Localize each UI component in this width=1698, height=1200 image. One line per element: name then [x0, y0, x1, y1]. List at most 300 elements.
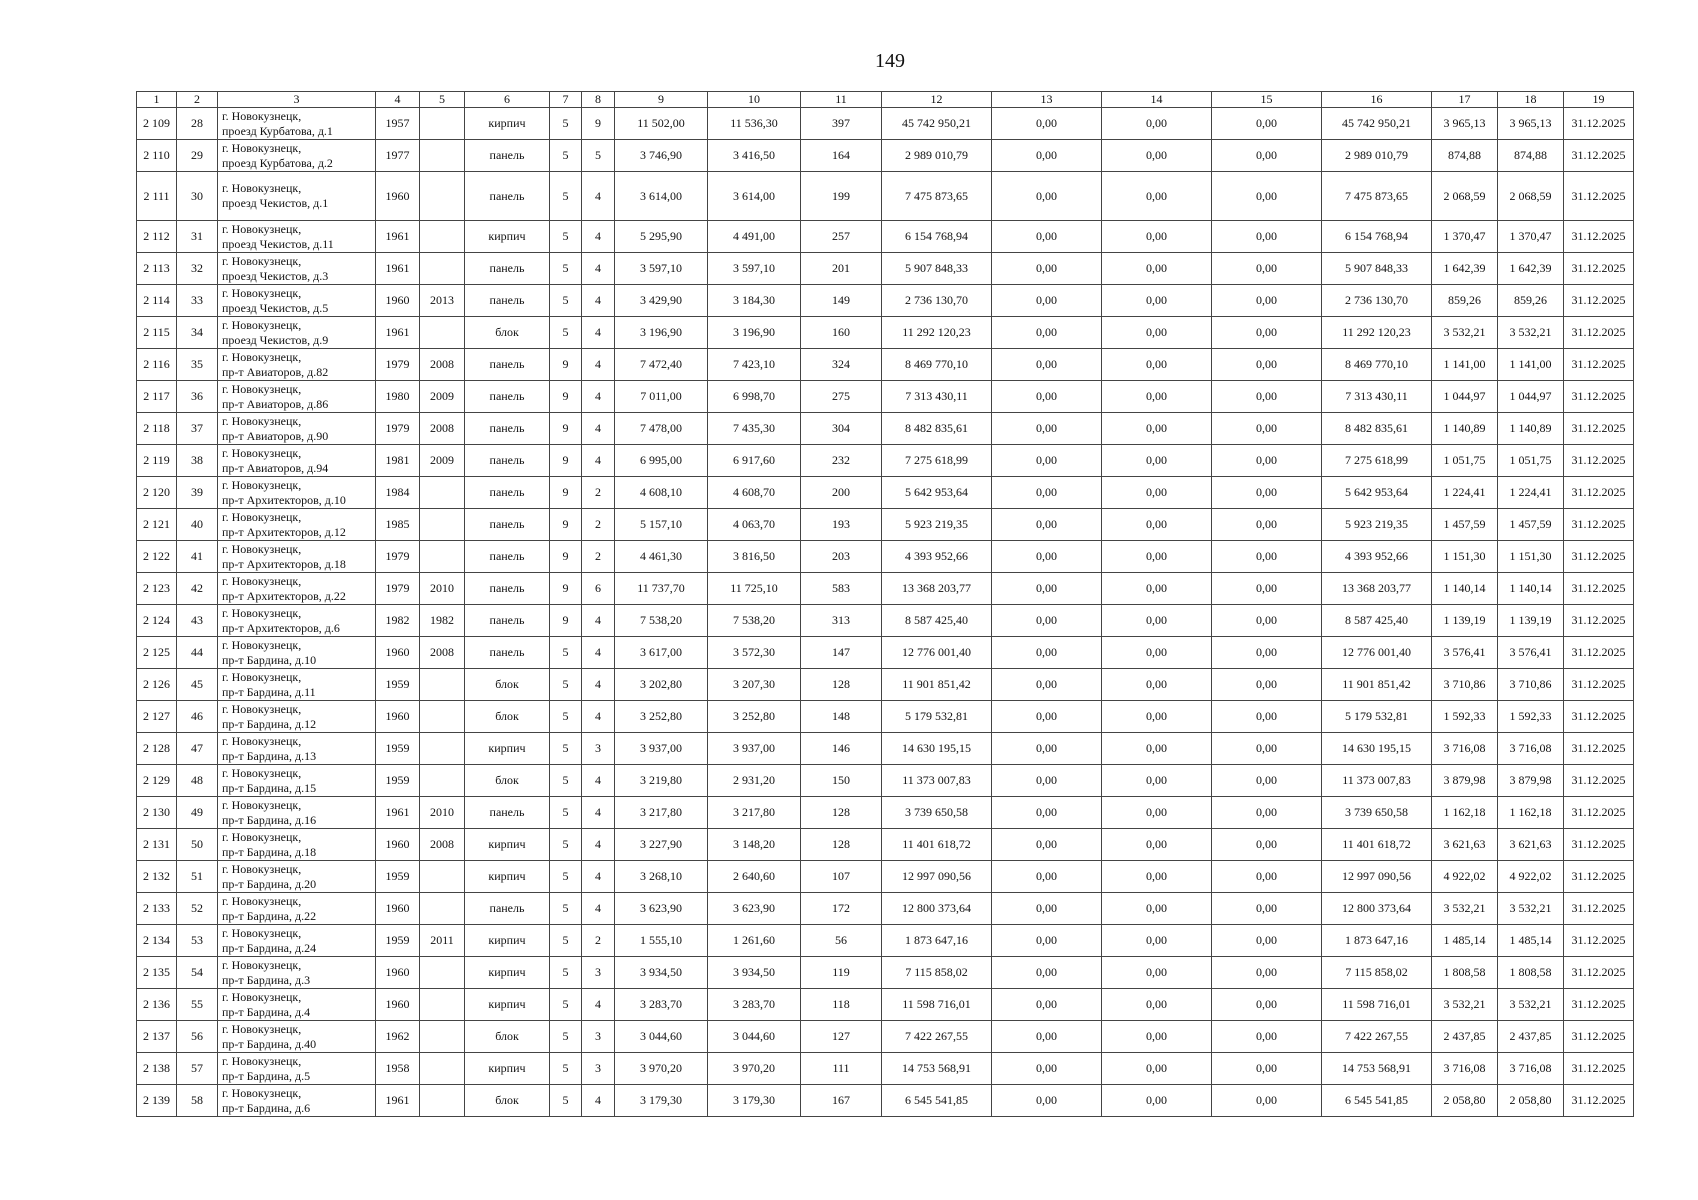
cell-c17: 3 576,41 — [1432, 637, 1498, 669]
cell-c2: 31 — [177, 221, 218, 253]
address-city: г. Новокузнецк, — [222, 140, 302, 155]
cell-c16: 13 368 203,77 — [1322, 573, 1432, 605]
column-header: 7 — [550, 92, 582, 108]
cell-c16: 14 753 568,91 — [1322, 1053, 1432, 1085]
cell-c2: 48 — [177, 765, 218, 797]
cell-c17: 1 151,30 — [1432, 541, 1498, 573]
address-cell — [218, 765, 376, 797]
address-city: г. Новокузнецк, — [222, 1085, 302, 1100]
cell-c8: 9 — [582, 108, 615, 140]
cell-c10: 3 970,20 — [708, 1053, 801, 1085]
cell-c16: 5 923 219,35 — [1322, 509, 1432, 541]
cell-c8: 4 — [582, 1085, 615, 1117]
cell-c8: 5 — [582, 140, 615, 172]
address-cell — [218, 285, 376, 317]
cell-c15: 0,00 — [1212, 989, 1322, 1021]
cell-c10: 3 614,00 — [708, 172, 801, 221]
address-city: г. Новокузнецк, — [222, 573, 302, 588]
cell-c10: 3 044,60 — [708, 1021, 801, 1053]
cell-c11: 164 — [801, 140, 882, 172]
cell-c7: 5 — [550, 925, 582, 957]
address-city: г. Новокузнецк, — [222, 445, 302, 460]
cell-c5 — [420, 541, 465, 573]
column-header: 17 — [1432, 92, 1498, 108]
table-row — [137, 541, 1634, 573]
cell-c7: 5 — [550, 733, 582, 765]
cell-c1: 2 133 — [137, 893, 177, 925]
cell-c9: 3 179,30 — [615, 1085, 708, 1117]
column-header: 2 — [177, 92, 218, 108]
cell-c8: 4 — [582, 349, 615, 381]
cell-c15: 0,00 — [1212, 285, 1322, 317]
cell-c11: 199 — [801, 172, 882, 221]
cell-c16: 12 997 090,56 — [1322, 861, 1432, 893]
cell-c13: 0,00 — [992, 477, 1102, 509]
cell-c4: 1960 — [376, 893, 420, 925]
cell-c15: 0,00 — [1212, 605, 1322, 637]
address-city: г. Новокузнецк, — [222, 1053, 302, 1068]
cell-c4: 1959 — [376, 669, 420, 701]
cell-c9: 5 157,10 — [615, 509, 708, 541]
cell-c8: 2 — [582, 925, 615, 957]
cell-c14: 0,00 — [1102, 477, 1212, 509]
cell-c11: 160 — [801, 317, 882, 349]
cell-c9: 7 011,00 — [615, 381, 708, 413]
cell-c2: 41 — [177, 541, 218, 573]
cell-c8: 3 — [582, 1053, 615, 1085]
cell-c9: 3 597,10 — [615, 253, 708, 285]
cell-c17: 1 457,59 — [1432, 509, 1498, 541]
cell-c9: 3 937,00 — [615, 733, 708, 765]
cell-c18: 1 162,18 — [1498, 797, 1564, 829]
cell-c4: 1961 — [376, 797, 420, 829]
cell-c14: 0,00 — [1102, 893, 1212, 925]
cell-c7: 5 — [550, 669, 582, 701]
cell-c12: 5 923 219,35 — [882, 509, 992, 541]
cell-c12: 7 422 267,55 — [882, 1021, 992, 1053]
cell-c15: 0,00 — [1212, 925, 1322, 957]
column-header: 8 — [582, 92, 615, 108]
cell-c12: 7 475 873,65 — [882, 172, 992, 221]
cell-c18: 1 051,75 — [1498, 445, 1564, 477]
cell-c6: панель — [465, 509, 550, 541]
cell-c19: 31.12.2025 — [1564, 1085, 1634, 1117]
cell-c10: 3 572,30 — [708, 637, 801, 669]
cell-c14: 0,00 — [1102, 381, 1212, 413]
cell-c12: 12 800 373,64 — [882, 893, 992, 925]
cell-c17: 4 922,02 — [1432, 861, 1498, 893]
cell-c9: 3 614,00 — [615, 172, 708, 221]
cell-c5: 2010 — [420, 573, 465, 605]
address-city: г. Новокузнецк, — [222, 701, 302, 716]
cell-c7: 5 — [550, 1021, 582, 1053]
cell-c16: 5 179 532,81 — [1322, 701, 1432, 733]
cell-c14: 0,00 — [1102, 541, 1212, 573]
cell-c1: 2 117 — [137, 381, 177, 413]
cell-c13: 0,00 — [992, 541, 1102, 573]
address-street: пр-т Авиаторов, д.90 — [222, 428, 329, 443]
cell-c9: 3 746,90 — [615, 140, 708, 172]
cell-c11: 167 — [801, 1085, 882, 1117]
cell-c18: 2 058,80 — [1498, 1085, 1564, 1117]
cell-c6: панель — [465, 445, 550, 477]
cell-c10: 4 491,00 — [708, 221, 801, 253]
cell-c2: 57 — [177, 1053, 218, 1085]
cell-c19: 31.12.2025 — [1564, 317, 1634, 349]
cell-c6: панель — [465, 605, 550, 637]
address-city: г. Новокузнецк, — [222, 893, 302, 908]
cell-c14: 0,00 — [1102, 172, 1212, 221]
cell-c4: 1957 — [376, 108, 420, 140]
address-street: пр-т Бардина, д.16 — [222, 812, 317, 827]
cell-c5 — [420, 509, 465, 541]
cell-c19: 31.12.2025 — [1564, 669, 1634, 701]
cell-c9: 3 283,70 — [615, 989, 708, 1021]
address-city: г. Новокузнецк, — [222, 637, 302, 652]
cell-c4: 1960 — [376, 637, 420, 669]
cell-c5 — [420, 317, 465, 349]
address-city: г. Новокузнецк, — [222, 957, 302, 972]
cell-c12: 7 275 618,99 — [882, 445, 992, 477]
cell-c18: 3 621,63 — [1498, 829, 1564, 861]
table-row — [137, 1021, 1634, 1053]
cell-c15: 0,00 — [1212, 669, 1322, 701]
cell-c8: 4 — [582, 285, 615, 317]
cell-c15: 0,00 — [1212, 221, 1322, 253]
cell-c15: 0,00 — [1212, 445, 1322, 477]
cell-c13: 0,00 — [992, 797, 1102, 829]
address-cell — [218, 477, 376, 509]
cell-c6: блок — [465, 1085, 550, 1117]
cell-c6: блок — [465, 1021, 550, 1053]
table-row — [137, 1053, 1634, 1085]
address-street: проезд Курбатова, д.1 — [222, 123, 333, 138]
address-street: пр-т Архитекторов, д.10 — [222, 492, 346, 507]
address-city: г. Новокузнецк, — [222, 477, 302, 492]
cell-c5 — [420, 733, 465, 765]
cell-c4: 1960 — [376, 957, 420, 989]
cell-c7: 5 — [550, 765, 582, 797]
table-row — [137, 637, 1634, 669]
cell-c10: 3 217,80 — [708, 797, 801, 829]
cell-c11: 148 — [801, 701, 882, 733]
cell-c19: 31.12.2025 — [1564, 861, 1634, 893]
cell-c17: 3 621,63 — [1432, 829, 1498, 861]
cell-c8: 3 — [582, 957, 615, 989]
cell-c11: 128 — [801, 829, 882, 861]
cell-c9: 6 995,00 — [615, 445, 708, 477]
cell-c18: 3 716,08 — [1498, 733, 1564, 765]
cell-c18: 4 922,02 — [1498, 861, 1564, 893]
cell-c12: 14 753 568,91 — [882, 1053, 992, 1085]
cell-c16: 4 393 952,66 — [1322, 541, 1432, 573]
cell-c12: 1 873 647,16 — [882, 925, 992, 957]
cell-c7: 5 — [550, 221, 582, 253]
cell-c7: 5 — [550, 701, 582, 733]
cell-c8: 4 — [582, 172, 615, 221]
table-row — [137, 861, 1634, 893]
address-cell — [218, 637, 376, 669]
address-cell — [218, 140, 376, 172]
cell-c16: 11 292 120,23 — [1322, 317, 1432, 349]
cell-c5 — [420, 253, 465, 285]
cell-c2: 34 — [177, 317, 218, 349]
cell-c2: 35 — [177, 349, 218, 381]
header-row — [137, 92, 1634, 108]
cell-c14: 0,00 — [1102, 445, 1212, 477]
cell-c13: 0,00 — [992, 1085, 1102, 1117]
table-row — [137, 989, 1634, 1021]
cell-c16: 7 475 873,65 — [1322, 172, 1432, 221]
address-street: проезд Чекистов, д.1 — [222, 196, 329, 210]
cell-c6: кирпич — [465, 829, 550, 861]
cell-c9: 11 737,70 — [615, 573, 708, 605]
address-street: проезд Чекистов, д.5 — [222, 300, 329, 315]
table-row — [137, 221, 1634, 253]
cell-c18: 859,26 — [1498, 285, 1564, 317]
cell-c10: 7 435,30 — [708, 413, 801, 445]
cell-c19: 31.12.2025 — [1564, 765, 1634, 797]
column-header: 4 — [376, 92, 420, 108]
cell-c2: 58 — [177, 1085, 218, 1117]
cell-c2: 39 — [177, 477, 218, 509]
cell-c1: 2 129 — [137, 765, 177, 797]
address-cell — [218, 253, 376, 285]
cell-c17: 1 485,14 — [1432, 925, 1498, 957]
cell-c13: 0,00 — [992, 893, 1102, 925]
address-city: г. Новокузнецк, — [222, 381, 302, 396]
address-street: пр-т Бардина, д.11 — [222, 684, 316, 699]
cell-c4: 1959 — [376, 733, 420, 765]
address-cell — [218, 797, 376, 829]
table-row — [137, 317, 1634, 349]
cell-c11: 313 — [801, 605, 882, 637]
table-row — [137, 285, 1634, 317]
cell-c11: 150 — [801, 765, 882, 797]
cell-c12: 2 736 130,70 — [882, 285, 992, 317]
cell-c5 — [420, 1021, 465, 1053]
cell-c12: 11 292 120,23 — [882, 317, 992, 349]
cell-c5 — [420, 172, 465, 221]
cell-c11: 128 — [801, 669, 882, 701]
cell-c1: 2 115 — [137, 317, 177, 349]
cell-c5: 2009 — [420, 381, 465, 413]
address-cell — [218, 829, 376, 861]
cell-c2: 42 — [177, 573, 218, 605]
cell-c5 — [420, 108, 465, 140]
cell-c9: 3 196,90 — [615, 317, 708, 349]
cell-c12: 11 598 716,01 — [882, 989, 992, 1021]
address-cell — [218, 957, 376, 989]
cell-c12: 5 642 953,64 — [882, 477, 992, 509]
address-street: пр-т Бардина, д.15 — [222, 780, 317, 795]
cell-c13: 0,00 — [992, 605, 1102, 637]
cell-c4: 1979 — [376, 349, 420, 381]
cell-c4: 1979 — [376, 541, 420, 573]
address-street: пр-т Бардина, д.6 — [222, 1100, 311, 1115]
cell-c2: 43 — [177, 605, 218, 637]
cell-c10: 3 934,50 — [708, 957, 801, 989]
cell-c7: 9 — [550, 445, 582, 477]
cell-c13: 0,00 — [992, 221, 1102, 253]
cell-c10: 11 725,10 — [708, 573, 801, 605]
cell-c15: 0,00 — [1212, 861, 1322, 893]
housing-registry-table — [136, 91, 1634, 1117]
cell-c1: 2 139 — [137, 1085, 177, 1117]
cell-c9: 5 295,90 — [615, 221, 708, 253]
cell-c17: 3 710,86 — [1432, 669, 1498, 701]
cell-c11: 118 — [801, 989, 882, 1021]
cell-c6: блок — [465, 317, 550, 349]
address-city: г. Новокузнецк, — [222, 797, 302, 812]
cell-c19: 31.12.2025 — [1564, 989, 1634, 1021]
cell-c12: 13 368 203,77 — [882, 573, 992, 605]
cell-c17: 3 532,21 — [1432, 989, 1498, 1021]
cell-c17: 874,88 — [1432, 140, 1498, 172]
cell-c14: 0,00 — [1102, 797, 1212, 829]
cell-c10: 4 063,70 — [708, 509, 801, 541]
cell-c10: 2 640,60 — [708, 861, 801, 893]
cell-c1: 2 127 — [137, 701, 177, 733]
cell-c12: 3 739 650,58 — [882, 797, 992, 829]
cell-c19: 31.12.2025 — [1564, 221, 1634, 253]
cell-c1: 2 121 — [137, 509, 177, 541]
cell-c5 — [420, 893, 465, 925]
cell-c18: 1 140,89 — [1498, 413, 1564, 445]
cell-c13: 0,00 — [992, 253, 1102, 285]
cell-c9: 3 268,10 — [615, 861, 708, 893]
cell-c12: 8 482 835,61 — [882, 413, 992, 445]
cell-c18: 1 151,30 — [1498, 541, 1564, 573]
address-cell — [218, 445, 376, 477]
cell-c6: кирпич — [465, 989, 550, 1021]
cell-c8: 4 — [582, 221, 615, 253]
column-header: 14 — [1102, 92, 1212, 108]
address-cell — [218, 733, 376, 765]
cell-c14: 0,00 — [1102, 669, 1212, 701]
cell-c2: 40 — [177, 509, 218, 541]
cell-c19: 31.12.2025 — [1564, 381, 1634, 413]
cell-c15: 0,00 — [1212, 108, 1322, 140]
cell-c12: 8 469 770,10 — [882, 349, 992, 381]
cell-c11: 257 — [801, 221, 882, 253]
cell-c15: 0,00 — [1212, 637, 1322, 669]
cell-c16: 7 115 858,02 — [1322, 957, 1432, 989]
cell-c14: 0,00 — [1102, 349, 1212, 381]
table-row — [137, 477, 1634, 509]
cell-c19: 31.12.2025 — [1564, 925, 1634, 957]
cell-c4: 1984 — [376, 477, 420, 509]
cell-c14: 0,00 — [1102, 253, 1212, 285]
cell-c2: 32 — [177, 253, 218, 285]
cell-c16: 11 401 618,72 — [1322, 829, 1432, 861]
column-header: 13 — [992, 92, 1102, 108]
address-street: пр-т Бардина, д.24 — [222, 940, 317, 955]
address-cell — [218, 573, 376, 605]
cell-c15: 0,00 — [1212, 1085, 1322, 1117]
cell-c15: 0,00 — [1212, 253, 1322, 285]
address-city: г. Новокузнецк, — [222, 829, 302, 844]
column-header: 19 — [1564, 92, 1634, 108]
cell-c19: 31.12.2025 — [1564, 477, 1634, 509]
cell-c9: 3 623,90 — [615, 893, 708, 925]
cell-c19: 31.12.2025 — [1564, 701, 1634, 733]
cell-c15: 0,00 — [1212, 893, 1322, 925]
cell-c19: 31.12.2025 — [1564, 413, 1634, 445]
cell-c13: 0,00 — [992, 381, 1102, 413]
address-city: г. Новокузнецк, — [222, 605, 302, 620]
table-row — [137, 797, 1634, 829]
cell-c13: 0,00 — [992, 733, 1102, 765]
cell-c15: 0,00 — [1212, 509, 1322, 541]
column-header: 15 — [1212, 92, 1322, 108]
table-row — [137, 1085, 1634, 1117]
address-street: проезд Чекистов, д.3 — [222, 268, 329, 283]
address-city: г. Новокузнецк, — [222, 765, 302, 780]
address-street: пр-т Архитекторов, д.22 — [222, 588, 346, 603]
cell-c16: 7 275 618,99 — [1322, 445, 1432, 477]
address-cell — [218, 925, 376, 957]
cell-c2: 49 — [177, 797, 218, 829]
cell-c1: 2 123 — [137, 573, 177, 605]
table-row — [137, 669, 1634, 701]
cell-c15: 0,00 — [1212, 1021, 1322, 1053]
cell-c13: 0,00 — [992, 957, 1102, 989]
cell-c7: 5 — [550, 1085, 582, 1117]
cell-c11: 147 — [801, 637, 882, 669]
cell-c11: 201 — [801, 253, 882, 285]
cell-c2: 30 — [177, 172, 218, 221]
cell-c14: 0,00 — [1102, 1053, 1212, 1085]
cell-c6: кирпич — [465, 925, 550, 957]
cell-c13: 0,00 — [992, 925, 1102, 957]
cell-c18: 1 044,97 — [1498, 381, 1564, 413]
cell-c7: 5 — [550, 140, 582, 172]
cell-c10: 3 597,10 — [708, 253, 801, 285]
cell-c17: 3 716,08 — [1432, 733, 1498, 765]
cell-c4: 1959 — [376, 765, 420, 797]
address-city: г. Новокузнецк, — [222, 733, 302, 748]
cell-c5: 2013 — [420, 285, 465, 317]
address-street: пр-т Бардина, д.20 — [222, 876, 317, 891]
cell-c19: 31.12.2025 — [1564, 445, 1634, 477]
cell-c9: 4 461,30 — [615, 541, 708, 573]
cell-c14: 0,00 — [1102, 925, 1212, 957]
cell-c16: 8 587 425,40 — [1322, 605, 1432, 637]
cell-c9: 3 219,80 — [615, 765, 708, 797]
cell-c15: 0,00 — [1212, 733, 1322, 765]
address-city: г. Новокузнецк, — [222, 285, 302, 300]
cell-c18: 3 965,13 — [1498, 108, 1564, 140]
cell-c18: 1 370,47 — [1498, 221, 1564, 253]
cell-c2: 44 — [177, 637, 218, 669]
cell-c16: 11 373 007,83 — [1322, 765, 1432, 797]
address-city: г. Новокузнецк, — [222, 253, 302, 268]
cell-c6: блок — [465, 701, 550, 733]
cell-c12: 8 587 425,40 — [882, 605, 992, 637]
cell-c11: 200 — [801, 477, 882, 509]
address-street: пр-т Бардина, д.18 — [222, 844, 317, 859]
cell-c5 — [420, 140, 465, 172]
cell-c5: 2009 — [420, 445, 465, 477]
address-cell — [218, 893, 376, 925]
column-header: 5 — [420, 92, 465, 108]
cell-c10: 7 423,10 — [708, 349, 801, 381]
cell-c19: 31.12.2025 — [1564, 1021, 1634, 1053]
cell-c16: 3 739 650,58 — [1322, 797, 1432, 829]
cell-c11: 149 — [801, 285, 882, 317]
address-city: г. Новокузнецк, — [222, 861, 302, 876]
